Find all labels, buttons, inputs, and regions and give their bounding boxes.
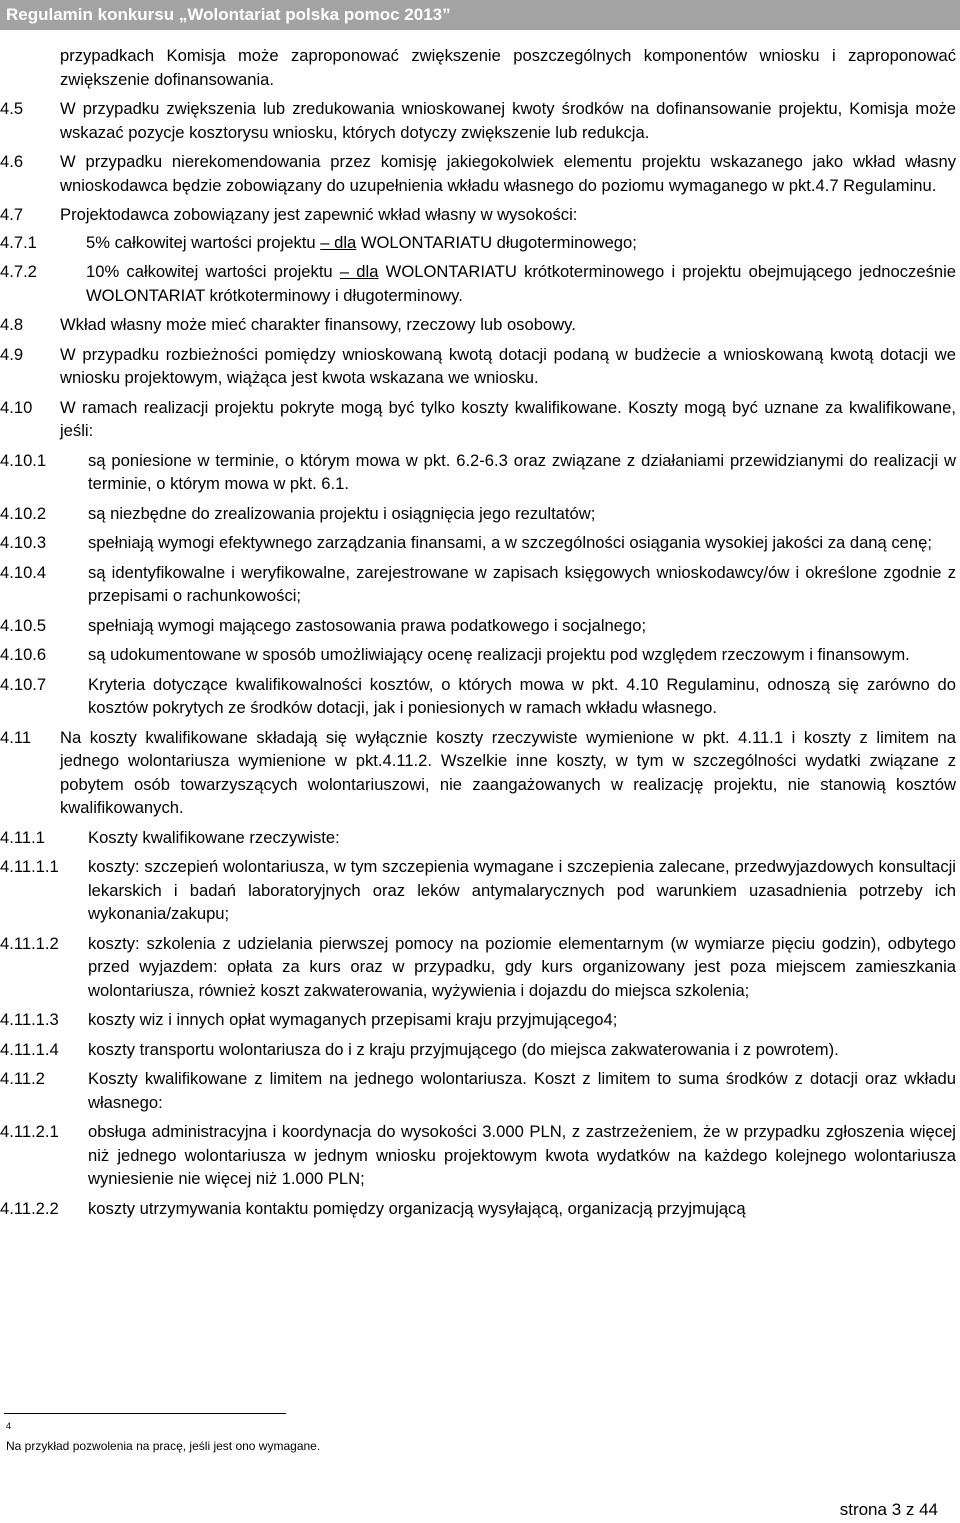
item-text: są udokumentowane w sposób umożliwiający ocenę realizacji projektu pod względem rzeczowym i finansowym. bbox=[88, 645, 910, 664]
item-4-11-1 bbox=[0, 826, 960, 850]
continuation-paragraph: przypadkach Komisja może zaproponować zwiększenie poszczególnych komponentów wniosku i zaproponować zwiększenie dofinansowania. bbox=[60, 46, 956, 89]
item-text: spełniają wymogi mającego zastosowania prawa podatkowego i socjalnego; bbox=[88, 615, 647, 635]
item-number: 4.10.7 bbox=[0, 674, 47, 694]
item-4-8 bbox=[0, 313, 960, 337]
document-body bbox=[0, 44, 960, 1226]
item-4-10-2 bbox=[0, 502, 960, 526]
item-4-7 bbox=[0, 203, 960, 227]
item-4-6 bbox=[0, 150, 960, 197]
item-number: 4.11.2.2 bbox=[0, 1198, 59, 1218]
footnote-text: Na przykład pozwolenia na pracę, jeśli jest ono wymagane. bbox=[6, 1439, 321, 1453]
item-number: 4.10.2 bbox=[0, 503, 47, 523]
item-number: 4.7 bbox=[0, 205, 24, 224]
item-4-10 bbox=[0, 396, 960, 443]
item-text: 5% całkowitej wartości projektu – dla WOLONTARIATU długoterminowego; bbox=[86, 232, 637, 252]
page-number: strona 3 z 44 bbox=[839, 1500, 938, 1519]
item-number: 4.10.5 bbox=[0, 615, 47, 635]
item-4-7-1 bbox=[0, 231, 960, 255]
item-4-11-1-3 bbox=[0, 1008, 960, 1032]
item-4-11-1-4 bbox=[0, 1038, 960, 1062]
item-text: W ramach realizacji projektu pokryte mogą być tylko koszty kwalifikowane. Koszty mogą być uznane za kwalifikowane, jeśli: bbox=[60, 397, 956, 440]
item-text: Wkład własny może mieć charakter finansowy, rzeczowy lub osobowy. bbox=[60, 315, 576, 334]
item-text: są identyfikowalne i weryfikowalne, zarejestrowane w zapisach księgowych wnioskodawcy/ów i określone zgodnie z przepisami o rachunkowości; bbox=[88, 562, 956, 605]
item-text: Koszty kwalifikowane rzeczywiste: bbox=[88, 827, 340, 847]
item-number: 4.11.2 bbox=[0, 1069, 45, 1088]
item-number: 4.11.2.1 bbox=[0, 1122, 59, 1141]
item-number: 4.11.1.1 bbox=[0, 857, 59, 876]
document-title: Regulamin konkursu „Wolontariat polska pomoc 2013” bbox=[6, 5, 451, 24]
item-text: 10% całkowitej wartości projektu – dla WOLONTARIATU krótkoterminowego i projektu obejmującego jednocześnie WOLONTARIAT krótkoterminowy i długoterminowy. bbox=[86, 262, 957, 305]
item-text: W przypadku nierekomendowania przez komisję jakiegokolwiek elementu projektu wskazanego jako wkład własny wnioskodawca będzie zobowiązany do uzupełnienia wkładu własnego do poziomu wymaganego w pkt.4.7 Regulaminu. bbox=[60, 152, 956, 195]
item-number: 4.11.1.4 bbox=[0, 1039, 59, 1059]
footnote-mark: 4 bbox=[6, 1421, 12, 1431]
item-number: 4.10.6 bbox=[0, 645, 47, 664]
item-text: koszty transportu wolontariusza do i z kraju przyjmującego (do miejsca zakwaterowania i z powrotem). bbox=[88, 1039, 839, 1059]
item-4-10-7 bbox=[0, 673, 960, 720]
item-text: W przypadku rozbieżności pomiędzy wnioskowaną kwotą dotacji podaną w budżecie a wnioskowaną kwotą dotacji we wniosku projektowym, wiążąca jest kwota wskazana we wniosku. bbox=[60, 344, 956, 387]
item-number: 4.9 bbox=[0, 344, 24, 364]
item-text: spełniają wymogi efektywnego zarządzania finansami, a w szczególności osiągania wysokiej jakości za daną cenę; bbox=[88, 533, 932, 552]
item-4-10-1 bbox=[0, 449, 960, 496]
item-4-11-2 bbox=[0, 1067, 960, 1114]
footnote-separator bbox=[4, 1413, 286, 1414]
item-number: 4.5 bbox=[0, 99, 24, 118]
item-4-10-3 bbox=[0, 531, 960, 555]
item-4-9 bbox=[0, 343, 960, 390]
item-number: 4.7.1 bbox=[0, 232, 37, 252]
item-4-10-4 bbox=[0, 561, 960, 608]
item-number: 4.7.2 bbox=[0, 262, 37, 281]
item-number: 4.11.1.2 bbox=[0, 933, 59, 953]
item-number: 4.10.1 bbox=[0, 450, 47, 470]
item-text: koszty: szczepień wolontariusza, w tym szczepienia wymagane i szczepienia zalecane, przedwyjazdowych konsultacji lekarskich i badań laboratoryjnych oraz leków antymalarycznych pod warunkiem uzasadnienia potrzeby ich wykonania/zakupu; bbox=[88, 857, 956, 923]
item-text: są poniesione w terminie, o którym mowa w pkt. 6.2-6.3 oraz związane z działaniami przewidzianymi do realizacji w terminie, o którym mowa w pkt. 6.1. bbox=[88, 450, 956, 493]
item-text: obsługa administracyjna i koordynacja do wysokości 3.000 PLN, z zastrzeżeniem, że w przypadku zgłoszenia więcej niż jednego wolontariusza w jednym wniosku projektowym kwota wydatków na każdego kolejnego wolontariusza wyniesienie nie więcej niż 1.000 PLN; bbox=[88, 1122, 956, 1188]
item-4-7-2 bbox=[0, 260, 960, 307]
item-4-10-6 bbox=[0, 643, 960, 667]
item-number: 4.11.1 bbox=[0, 827, 45, 847]
footnote bbox=[6, 1420, 320, 1454]
item-text: koszty: szkolenia z udzielania pierwszej pomocy na poziomie elementarnym (w wymiarze pięciu godzin), odbytego przed wyjazdem: opłata za kurs oraz w przypadku, gdy kurs organizowany jest poza miejscem zamieszkania wolontariusza, również koszt zakwaterowania, wyżywienia i dojazdu do miejsca szkolenia; bbox=[88, 933, 956, 1000]
item-4-11-2-2 bbox=[0, 1197, 960, 1221]
item-number: 4.6 bbox=[0, 152, 24, 171]
item-number: 4.11 bbox=[0, 727, 32, 747]
document-header bbox=[0, 0, 960, 30]
item-text: Kryteria dotyczące kwalifikowalności kosztów, o których mowa w pkt. 4.10 Regulaminu, odnoszą się zarówno do kosztów pokrytych ze środków dotacji, jak i poniesionych w ramach wkładu własnego. bbox=[88, 674, 956, 717]
item-text: Projektodawca zobowiązany jest zapewnić wkład własny w wysokości: bbox=[60, 205, 578, 224]
item-4-11-1-1 bbox=[0, 855, 960, 926]
item-4-11 bbox=[0, 726, 960, 820]
item-4-5 bbox=[0, 97, 960, 144]
item-text: koszty wiz i innych opłat wymaganych przepisami kraju przyjmującego4; bbox=[88, 1010, 618, 1029]
item-4-11-1-2 bbox=[0, 932, 960, 1003]
item-number: 4.10.4 bbox=[0, 562, 47, 582]
item-text: koszty utrzymywania kontaktu pomiędzy organizacją wysyłającą, organizacją przyjmującą bbox=[88, 1198, 746, 1218]
item-4-10-5 bbox=[0, 614, 960, 638]
item-number: 4.11.1.3 bbox=[0, 1010, 59, 1029]
item-text: Na koszty kwalifikowane składają się wyłącznie koszty rzeczywiste wymienione w pkt. 4.11.1 i koszty z limitem na jednego wolontariusza wymienione w pkt.4.11.2. Wszelkie inne koszty, w tym w szczególności wydatki związane z pobytem osób towarzyszących wolontariuszowi, nie zaangażowanych w realizację projektu, nie stanowią kosztów kwalifikowanych. bbox=[60, 727, 956, 817]
item-text: Koszty kwalifikowane z limitem na jednego wolontariusza. Koszt z limitem to suma środków z dotacji oraz wkładu własnego: bbox=[88, 1069, 956, 1112]
item-number: 4.10 bbox=[0, 397, 33, 417]
item-number: 4.10.3 bbox=[0, 533, 47, 552]
item-text: W przypadku zwiększenia lub zredukowania wnioskowanej kwoty środków na dofinansowanie projektu, Komisja może wskazać pozycje kosztorysu wniosku, których dotyczy zwiększenie lub redukcja. bbox=[60, 99, 956, 142]
item-text: są niezbędne do zrealizowania projektu i osiągnięcia jego rezultatów; bbox=[88, 503, 596, 523]
item-number: 4.8 bbox=[0, 315, 24, 334]
item-4-11-2-1 bbox=[0, 1120, 960, 1191]
